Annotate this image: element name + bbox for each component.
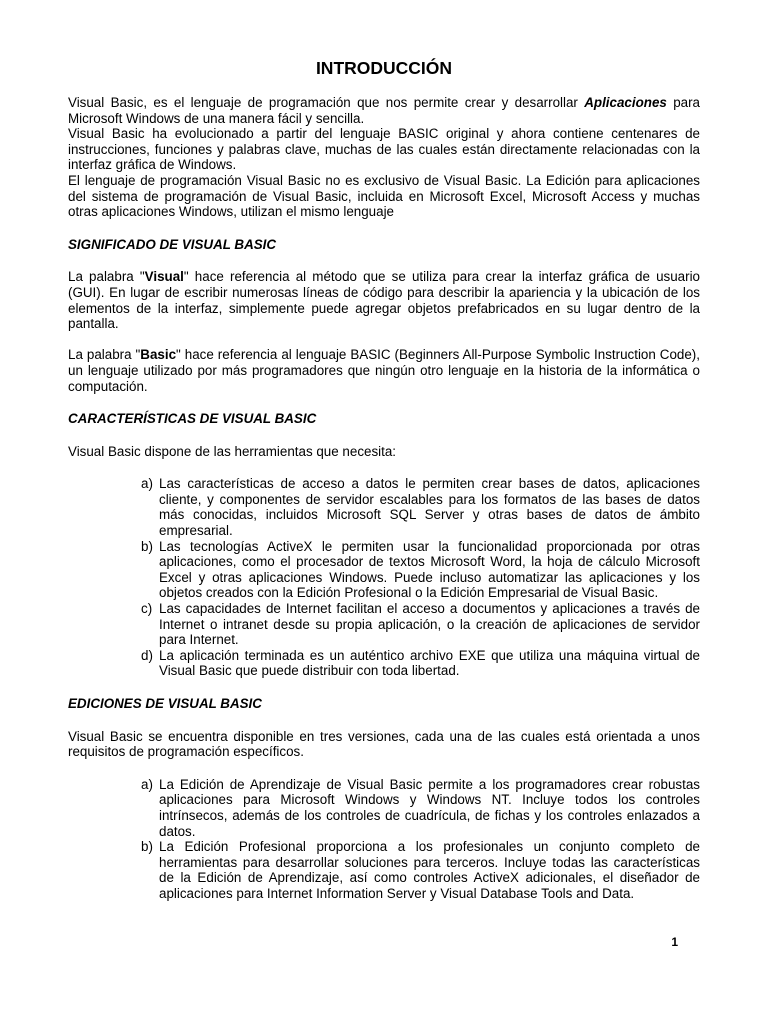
document-title: INTRODUCCIÓN bbox=[315, 58, 453, 78]
page-number: 1 bbox=[671, 935, 678, 949]
list-item bbox=[68, 839, 700, 901]
caracteristicas-list bbox=[68, 476, 700, 679]
list-item bbox=[68, 601, 700, 648]
significado-p2-before: La palabra " bbox=[68, 347, 141, 363]
intro-paragraph-2: Visual Basic ha evolucionado a partir del lenguaje BASIC original y ahora contiene centenares de instrucciones, funciones y palabras clave, muchas de las cuales están directamente relacionadas con la interfaz gráfica de Windows. bbox=[68, 126, 700, 173]
list-item-text: La aplicación terminada es un auténtico archivo EXE que utiliza una máquina virtual de Visual Basic que puede distribuir con toda libertad. bbox=[159, 647, 700, 679]
list-marker: d) bbox=[141, 647, 153, 663]
section-heading-ediciones: EDICIONES DE VISUAL BASIC bbox=[68, 696, 262, 711]
list-marker: c) bbox=[141, 601, 153, 617]
list-item bbox=[68, 777, 700, 839]
list-marker: b) bbox=[141, 839, 153, 855]
list-marker: a) bbox=[141, 776, 153, 792]
significado-p1-bold: Visual bbox=[144, 269, 184, 285]
significado-p2-after: " hace referencia al lenguaje BASIC (Beginners All-Purpose Symbolic Instruction Code), un lenguaje utilizado por más programadores que ningún otro lenguaje en la historia de la informática o computación. bbox=[68, 347, 700, 394]
list-item-text: La Edición Profesional proporciona a los profesionales un conjunto completo de herramientas para desarrollar soluciones para terceros. Incluye todas las características de la Edición de Aprendizaje, así como controles ActiveX adicionales, el diseñador de aplicaciones para Internet Information Server y Visual Database Tools and Data. bbox=[159, 839, 700, 901]
intro-p1-after: para Microsoft Windows de una manera fácil y sencilla. bbox=[68, 95, 700, 126]
list-marker: a) bbox=[141, 476, 153, 492]
list-marker: b) bbox=[141, 538, 153, 554]
list-item bbox=[68, 476, 700, 538]
paragraph-gap bbox=[68, 332, 700, 348]
list-item-text: Las características de acceso a datos le permiten crear bases de datos, aplicaciones cliente, y componentes de servidor escalables para los formatos de las bases de datos más conocidas, incluidos Microsoft SQL Server y otras bases de datos de ámbito empresarial. bbox=[159, 476, 700, 539]
list-item bbox=[68, 539, 700, 601]
document-page bbox=[68, 58, 700, 902]
list-item-text: Las tecnologías ActiveX le permiten usar la funcionalidad proporcionada por otras aplicaciones, como el procesador de textos Microsoft Word, la hoja de cálculo Microsoft Excel y otras aplicaciones Windows. Puede incluso automatizar las aplicaciones y los objetos creados con la Edición Profesional o la Edición Empresarial de Visual Basic. bbox=[159, 538, 700, 601]
intro-p1-emphasis: Aplicaciones bbox=[584, 95, 667, 110]
significado-paragraph-2 bbox=[68, 347, 700, 394]
list-item-text: Las capacidades de Internet facilitan el acceso a documentos y aplicaciones a través de Internet o intranet desde su propia aplicación, o la creación de aplicaciones de servidor para Internet. bbox=[159, 601, 700, 648]
list-item-text: La Edición de Aprendizaje de Visual Basic permite a los programadores crear robustas aplicaciones para Microsoft Windows y Windows NT. Incluye todos los controles intrínsecos, además de los controles de cuadrícula, de fichas y los controles enlazados a datos. bbox=[159, 776, 700, 839]
intro-paragraph-3: El lenguaje de programación Visual Basic no es exclusivo de Visual Basic. La Edición para aplicaciones del sistema de programación de Visual Basic, incluida en Microsoft Excel, Microsoft Access y muchas otras aplicaciones Windows, utilizan el mismo lenguaje bbox=[68, 172, 700, 220]
intro-p1-before: Visual Basic, es el lenguaje de programación que nos permite crear y desarrollar bbox=[68, 95, 585, 110]
section-heading-significado: SIGNIFICADO DE VISUAL BASIC bbox=[68, 236, 277, 252]
intro-paragraph-1 bbox=[68, 95, 700, 126]
significado-p1-before: La palabra " bbox=[68, 269, 145, 285]
caracteristicas-intro: Visual Basic dispone de las herramientas que necesita: bbox=[68, 443, 397, 459]
section-heading-caracteristicas: CARACTERÍSTICAS DE VISUAL BASIC bbox=[68, 411, 317, 427]
significado-p1-after: " hace referencia al método que se utiliza para crear la interfaz gráfica de usuario (GUI). En lugar de escribir numerosas líneas de código para describir la apariencia y la ubicación de los elementos de la interfaz, simplemente puede agregar objetos prefabricados en su lugar dentro de la pantalla. bbox=[68, 269, 700, 332]
significado-p2-bold: Basic bbox=[140, 347, 177, 363]
significado-paragraph-1 bbox=[68, 269, 700, 331]
ediciones-intro: Visual Basic se encuentra disponible en tres versiones, cada una de las cuales está orientada a unos requisitos de programación específicos. bbox=[68, 728, 700, 760]
list-item bbox=[68, 648, 700, 679]
ediciones-list bbox=[68, 777, 700, 902]
